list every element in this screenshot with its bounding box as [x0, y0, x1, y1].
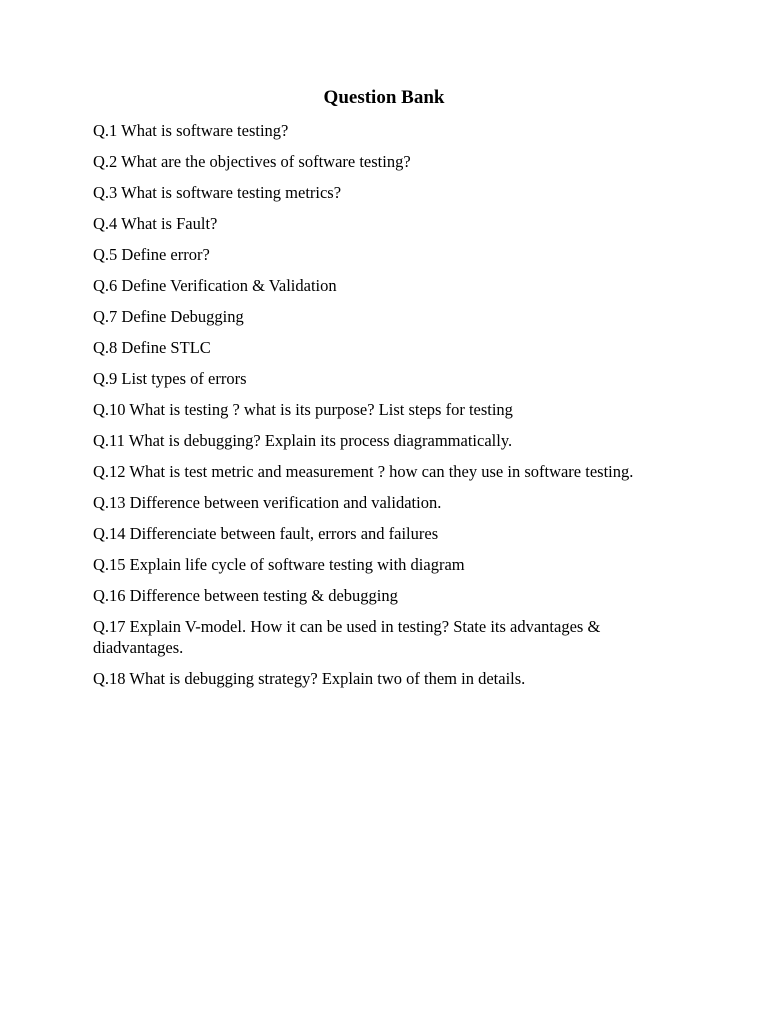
- question-item: Q.3 What is software testing metrics?: [93, 183, 342, 202]
- question-item: Q.11 What is debugging? Explain its process diagrammatically.: [93, 431, 513, 450]
- question-item: Q.1 What is software testing?: [93, 121, 289, 140]
- question-item: Q.2 What are the objectives of software testing?: [93, 152, 411, 171]
- question-item: Q.16 Difference between testing & debugging: [93, 586, 398, 605]
- question-item: Q.18 What is debugging strategy? Explain two of them in details.: [93, 669, 526, 688]
- question-item: Q.4 What is Fault?: [93, 214, 218, 233]
- question-list: [93, 120, 668, 699]
- document-title: Question Bank: [323, 87, 445, 108]
- question-item: Q.8 Define STLC: [93, 338, 211, 357]
- question-item: Q.13 Difference between verification and validation.: [93, 493, 442, 512]
- question-item: Q.17 Explain V-model. How it can be used in testing? State its advantages & diadvantages.: [93, 617, 601, 657]
- question-item: Q.15 Explain life cycle of software testing with diagram: [93, 555, 465, 574]
- question-item: Q.12 What is test metric and measurement ? how can they use in software testing.: [93, 462, 634, 481]
- question-item: Q.7 Define Debugging: [93, 307, 244, 326]
- question-item: Q.9 List types of errors: [93, 369, 247, 388]
- question-item: Q.6 Define Verification & Validation: [93, 276, 337, 295]
- question-item: Q.14 Differenciate between fault, errors and failures: [93, 524, 439, 543]
- question-item: Q.10 What is testing ? what is its purpose? List steps for testing: [93, 400, 513, 419]
- question-item: Q.5 Define error?: [93, 245, 210, 264]
